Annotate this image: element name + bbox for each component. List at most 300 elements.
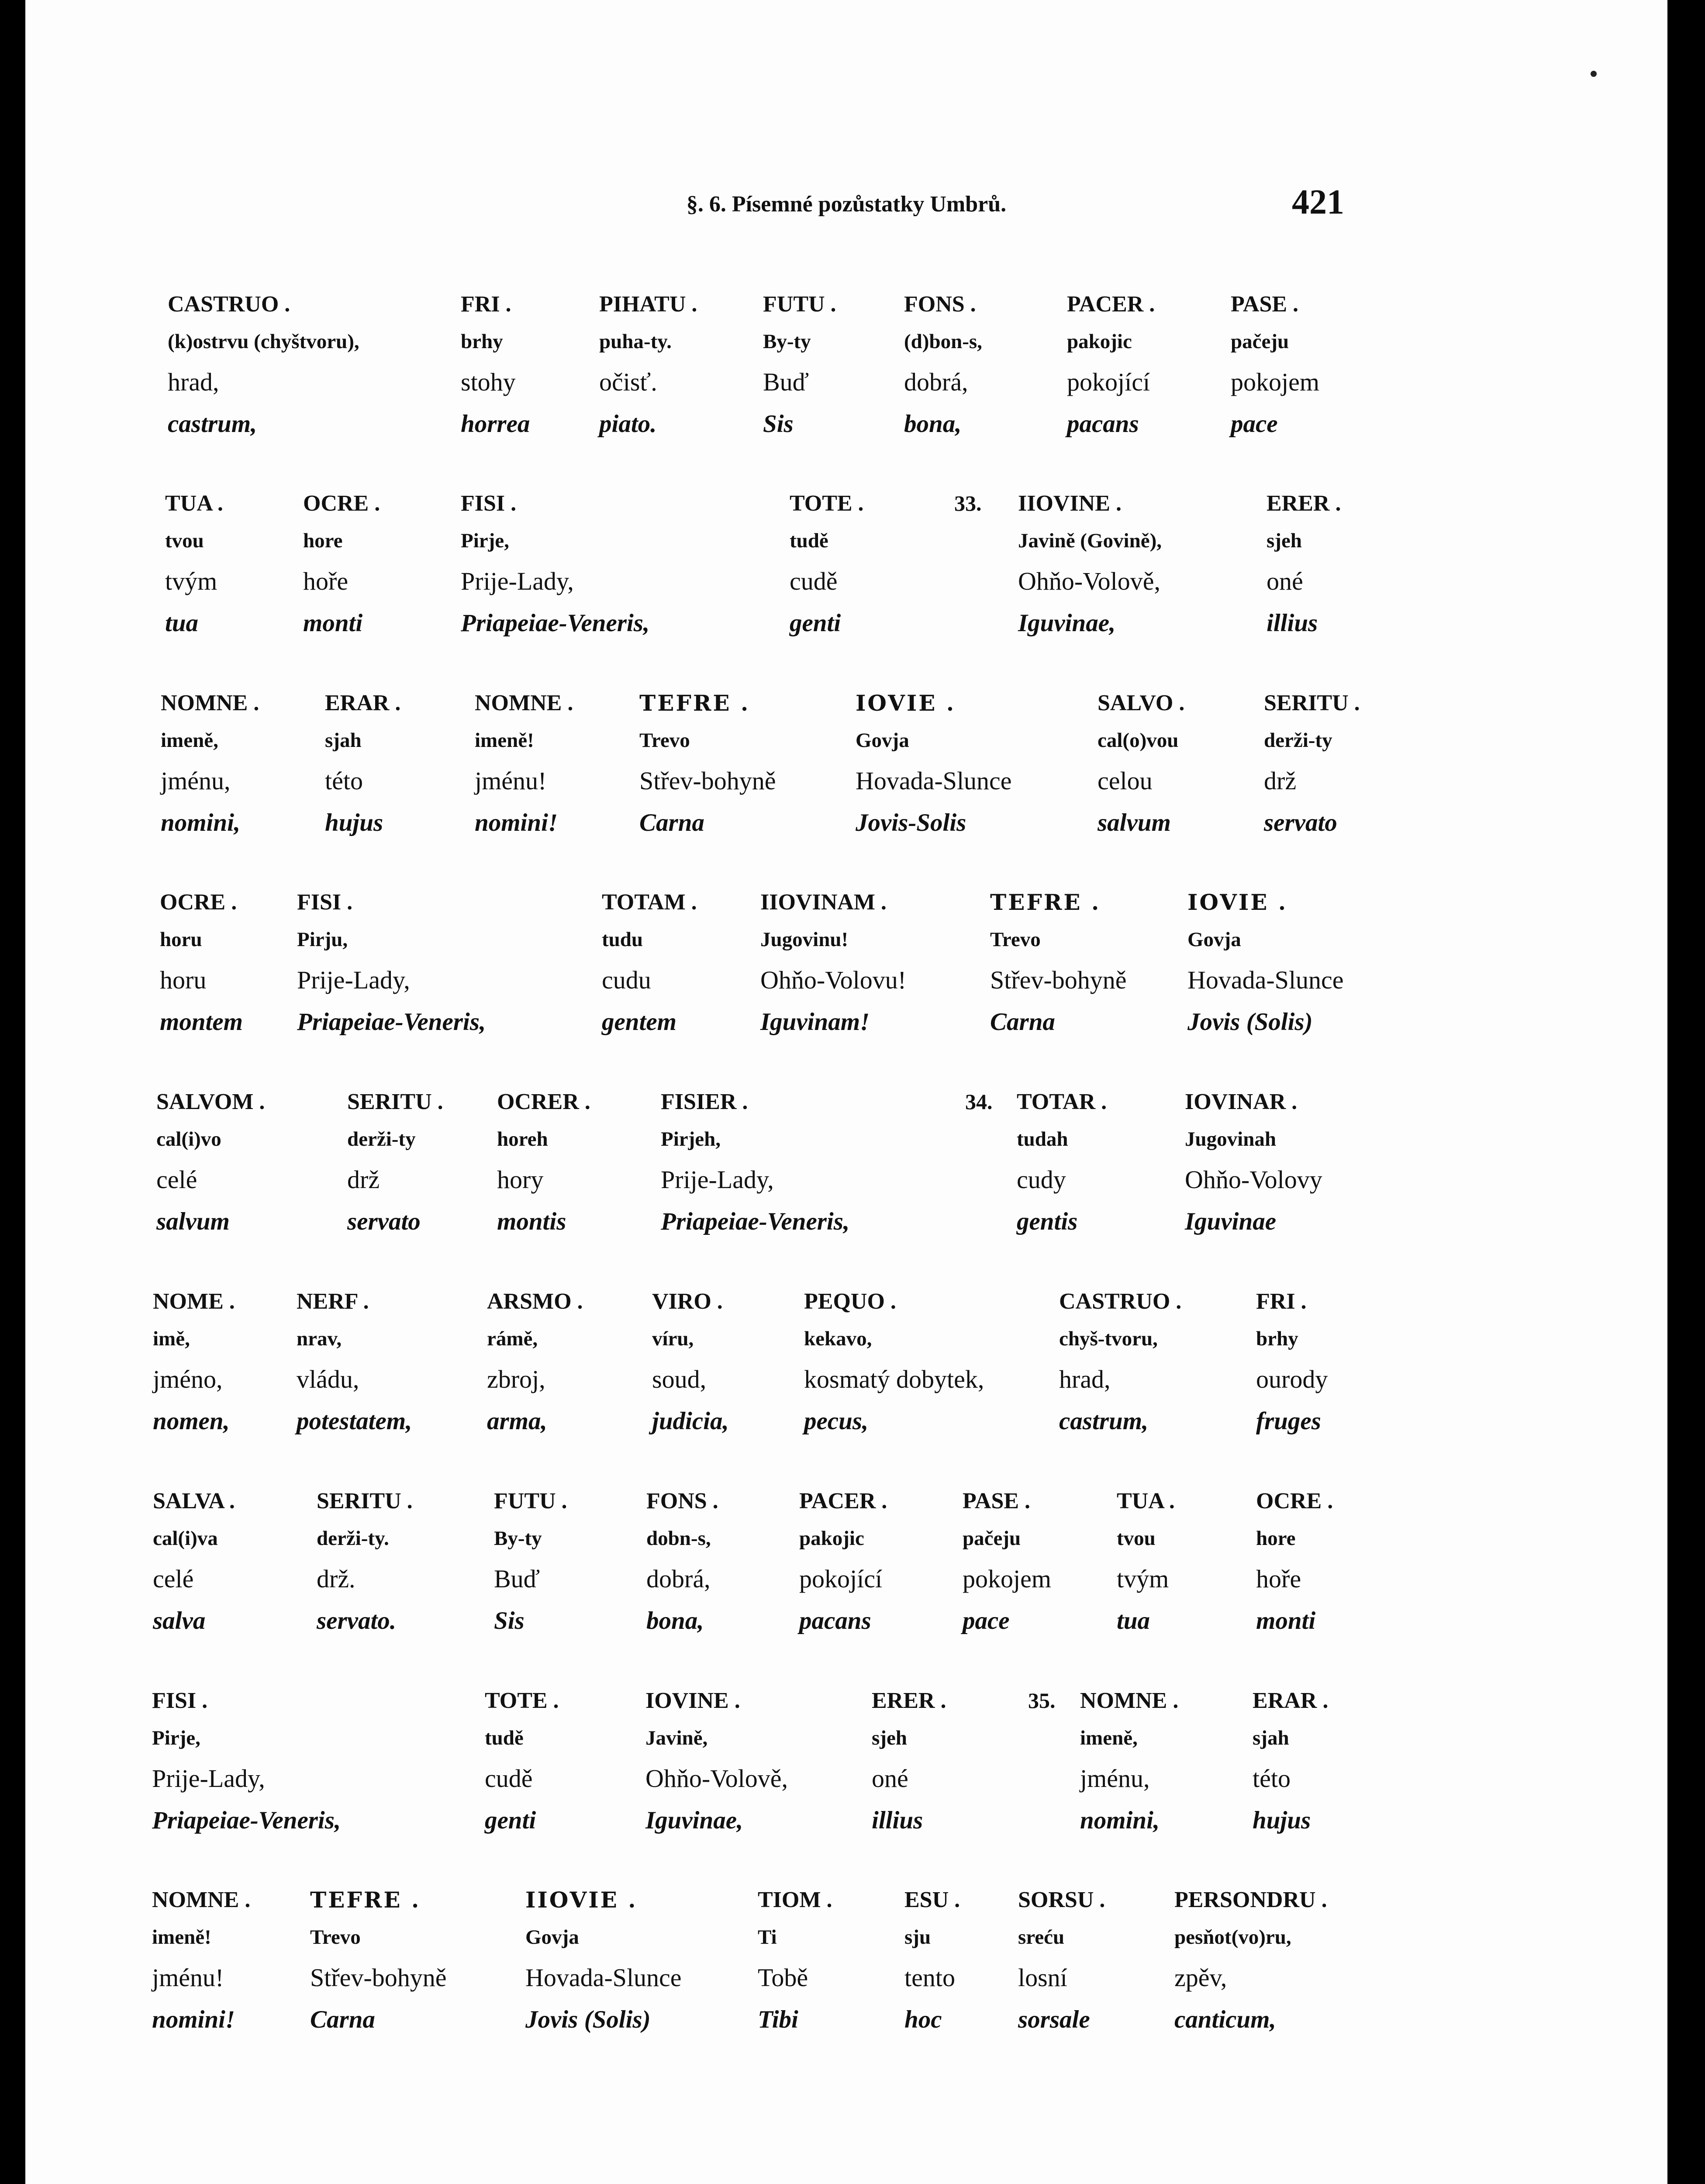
czech-translation: Střev-bohyně xyxy=(639,767,776,795)
text-block xyxy=(25,888,1667,1063)
word-column xyxy=(652,1288,729,1437)
czech-translation: Hovada-Slunce xyxy=(1187,966,1344,994)
transliteration: By-ty xyxy=(763,330,811,353)
umbrian-word: OCRE . xyxy=(1256,1489,1333,1514)
transliteration: Trevo xyxy=(310,1926,361,1949)
czech-translation: Prije-Lady, xyxy=(152,1764,265,1793)
word-column xyxy=(1080,1687,1178,1836)
word-column xyxy=(303,490,380,639)
czech-translation: Ohňo-Volovu! xyxy=(760,966,907,994)
latin-translation: Iguvinae, xyxy=(1018,609,1116,637)
czech-translation: celou xyxy=(1098,767,1153,795)
transliteration: Govja xyxy=(1187,928,1241,951)
transliteration: brhy xyxy=(461,330,503,353)
czech-translation: jménu! xyxy=(152,1963,224,1992)
transliteration: tudě xyxy=(485,1727,524,1749)
umbrian-word: NOMNE . xyxy=(152,1887,251,1912)
czech-translation: vládu, xyxy=(297,1365,359,1393)
transliteration: sjeh xyxy=(1267,529,1302,552)
transliteration: cal(i)vo xyxy=(156,1128,221,1151)
transliteration: pačeju xyxy=(1231,330,1289,353)
czech-translation: dobrá, xyxy=(646,1565,711,1593)
latin-translation: sorsale xyxy=(1018,2006,1090,2033)
word-column xyxy=(790,490,864,639)
transliteration: pakojic xyxy=(799,1527,864,1550)
transliteration: Ti xyxy=(758,1926,777,1949)
latin-translation: pacans xyxy=(799,1607,871,1635)
latin-translation: pacans xyxy=(1067,410,1139,438)
latin-translation: tua xyxy=(165,609,199,637)
latin-translation: castrum, xyxy=(168,410,257,438)
word-column xyxy=(475,689,573,838)
umbrian-word: IOVINE . xyxy=(645,1688,740,1713)
latin-translation: Jovis-Solis xyxy=(856,809,966,836)
text-block xyxy=(25,689,1667,864)
word-column xyxy=(317,1487,413,1636)
czech-translation: drž xyxy=(1264,767,1297,795)
czech-translation: Prije-Lady, xyxy=(461,567,574,595)
word-column xyxy=(1264,689,1360,838)
umbrian-word: FUTU . xyxy=(494,1489,567,1514)
umbrian-word: SERITU . xyxy=(347,1089,443,1114)
czech-translation: této xyxy=(1253,1764,1291,1793)
transliteration: Pirje, xyxy=(152,1727,200,1749)
czech-translation: soud, xyxy=(652,1365,707,1393)
umbrian-word: IOVIE . xyxy=(1187,889,1288,915)
latin-translation: illius xyxy=(872,1807,923,1834)
latin-translation: nomini, xyxy=(1080,1807,1160,1834)
czech-translation: tvým xyxy=(1117,1565,1169,1593)
czech-translation: Prije-Lady, xyxy=(297,966,410,994)
umbrian-word: NOME . xyxy=(153,1289,235,1314)
latin-translation: Tibi xyxy=(758,2006,798,2033)
latin-translation: hujus xyxy=(325,809,383,836)
umbrian-word: FUTU . xyxy=(763,292,836,317)
line-number: 33. xyxy=(954,491,982,515)
transliteration: pesňot(vo)ru, xyxy=(1174,1926,1291,1949)
czech-translation: horu xyxy=(160,966,207,994)
umbrian-word: FONS . xyxy=(646,1489,718,1514)
umbrian-word: SORSU . xyxy=(1018,1887,1105,1912)
word-column xyxy=(904,1886,960,2035)
latin-translation: Sis xyxy=(763,410,794,438)
word-column xyxy=(1117,1487,1175,1636)
umbrian-word: SALVA . xyxy=(153,1489,235,1514)
transliteration: brhy xyxy=(1256,1327,1298,1350)
czech-translation: Hovada-Slunce xyxy=(856,767,1012,795)
word-column xyxy=(872,1687,946,1836)
latin-translation: pace xyxy=(1231,410,1278,438)
czech-translation: hrad, xyxy=(168,368,219,396)
word-column xyxy=(1018,490,1162,639)
word-column xyxy=(487,1288,583,1437)
czech-translation: pokojem xyxy=(1231,368,1319,396)
word-column xyxy=(347,1088,443,1237)
transliteration: Javině (Govině), xyxy=(1018,529,1162,552)
umbrian-word: TOTE . xyxy=(790,491,864,516)
czech-translation: pokojící xyxy=(1067,368,1150,396)
line-number: 35. xyxy=(1028,1688,1056,1713)
transliteration: Trevo xyxy=(639,729,690,752)
word-column xyxy=(763,290,836,439)
transliteration: tudah xyxy=(1017,1128,1068,1151)
umbrian-word: TEFRE . xyxy=(310,1887,421,1913)
transliteration: cal(i)va xyxy=(153,1527,218,1550)
word-column xyxy=(1267,490,1341,639)
czech-translation: Ohňo-Volovy xyxy=(1185,1165,1322,1194)
word-column xyxy=(297,888,486,1037)
umbrian-word: NERF . xyxy=(297,1289,369,1314)
czech-translation: tento xyxy=(904,1963,955,1992)
word-column xyxy=(1098,689,1184,838)
latin-translation: arma, xyxy=(487,1407,547,1435)
book-page xyxy=(25,0,1667,2184)
transliteration: Pirje, xyxy=(461,529,509,552)
transliteration: tudě xyxy=(790,529,828,552)
umbrian-word: TOTE . xyxy=(485,1688,559,1713)
transliteration: sjah xyxy=(1253,1727,1289,1749)
latin-translation: piato. xyxy=(599,410,657,438)
word-column xyxy=(1231,290,1319,439)
latin-translation: Sis xyxy=(494,1607,525,1635)
umbrian-word: PACER . xyxy=(1067,292,1155,317)
umbrian-word: NOMNE . xyxy=(1080,1688,1179,1713)
umbrian-word: NOMNE . xyxy=(475,691,573,715)
transliteration: tudu xyxy=(602,928,643,951)
word-column xyxy=(485,1687,559,1836)
latin-translation: Priapeiae-Veneris, xyxy=(297,1008,486,1036)
word-column xyxy=(461,490,649,639)
umbrian-word: FISI . xyxy=(461,491,517,516)
latin-translation: servato. xyxy=(317,1607,397,1635)
page-number: 421 xyxy=(1292,183,1344,221)
word-column xyxy=(153,1487,235,1636)
word-column xyxy=(461,290,530,439)
umbrian-word: CASTRUO . xyxy=(1059,1289,1182,1314)
transliteration: imeně! xyxy=(475,729,534,752)
czech-translation: Ohňo-Volově, xyxy=(645,1764,788,1793)
transliteration: pakojic xyxy=(1067,330,1132,353)
czech-translation: jméno, xyxy=(153,1365,223,1393)
czech-translation: drž. xyxy=(317,1565,355,1593)
umbrian-word: ERER . xyxy=(1267,491,1341,516)
umbrian-word: TEFRE . xyxy=(990,889,1101,915)
word-column xyxy=(168,290,359,439)
latin-translation: Iguvinae xyxy=(1185,1208,1277,1235)
czech-translation: hoře xyxy=(1256,1565,1301,1593)
text-block xyxy=(25,1088,1667,1263)
text-block xyxy=(25,1288,1667,1462)
latin-translation: montis xyxy=(497,1208,566,1235)
umbrian-word: IIOVIE . xyxy=(525,1887,638,1913)
transliteration: Jugovinu! xyxy=(760,928,849,951)
latin-translation: salvum xyxy=(156,1208,230,1235)
word-column xyxy=(661,1088,849,1237)
umbrian-word: ERER . xyxy=(872,1688,946,1713)
umbrian-word: FRI . xyxy=(461,292,511,317)
latin-translation: Priapeiae-Veneris, xyxy=(461,609,650,637)
transliteration: Govja xyxy=(525,1926,579,1949)
czech-translation: zbroj, xyxy=(487,1365,545,1393)
text-block xyxy=(25,290,1667,465)
czech-translation: Buď xyxy=(763,368,809,396)
czech-translation: Střev-bohyně xyxy=(990,966,1127,994)
czech-translation: jménu, xyxy=(161,767,231,795)
czech-translation: ourody xyxy=(1256,1365,1328,1393)
umbrian-word: FISI . xyxy=(152,1688,208,1713)
transliteration: sjah xyxy=(325,729,362,752)
umbrian-word: PASE . xyxy=(963,1489,1031,1514)
latin-translation: monti xyxy=(1256,1607,1316,1635)
latin-translation: bona, xyxy=(646,1607,704,1635)
umbrian-word: ESU . xyxy=(904,1887,960,1912)
umbrian-word: IOVIE . xyxy=(856,690,956,716)
umbrian-word: CASTRUO . xyxy=(168,292,290,317)
transliteration: sju xyxy=(904,1926,931,1949)
word-column xyxy=(599,290,697,439)
latin-translation: hujus xyxy=(1253,1807,1311,1834)
latin-translation: nomen, xyxy=(153,1407,230,1435)
czech-translation: Hovada-Slunce xyxy=(525,1963,682,1992)
word-column xyxy=(1174,1886,1327,2035)
word-column xyxy=(1059,1288,1181,1437)
transliteration: tvou xyxy=(165,529,204,552)
word-column xyxy=(639,689,776,838)
word-column xyxy=(525,1886,682,2035)
word-column xyxy=(799,1487,887,1636)
text-block xyxy=(25,490,1667,664)
transliteration: By-ty xyxy=(494,1527,542,1550)
latin-translation: castrum, xyxy=(1059,1407,1149,1435)
word-column xyxy=(1018,1886,1105,2035)
latin-translation: pecus, xyxy=(804,1407,869,1435)
umbrian-word: TIOM . xyxy=(758,1887,832,1912)
latin-translation: bona, xyxy=(904,410,962,438)
czech-translation: cudě xyxy=(790,567,838,595)
latin-translation: monti xyxy=(303,609,363,637)
czech-translation: oné xyxy=(872,1764,908,1793)
umbrian-word: FISIER . xyxy=(661,1089,748,1114)
latin-translation: judicia, xyxy=(652,1407,729,1435)
word-column xyxy=(1256,1487,1333,1636)
umbrian-word: ERAR . xyxy=(1253,1688,1329,1713)
czech-translation: cudu xyxy=(602,966,651,994)
word-column xyxy=(325,689,400,838)
transliteration: derži-ty. xyxy=(317,1527,389,1550)
latin-translation: genti xyxy=(790,609,841,637)
word-column xyxy=(602,888,697,1037)
word-column xyxy=(153,1288,235,1437)
umbrian-word: SERITU . xyxy=(317,1489,413,1514)
transliteration: víru, xyxy=(652,1327,694,1350)
umbrian-word: VIRO . xyxy=(652,1289,723,1314)
transliteration: (k)ostrvu (chyštvoru), xyxy=(168,330,359,353)
text-block xyxy=(25,1687,1667,1862)
umbrian-word: OCRE . xyxy=(303,491,380,516)
czech-translation: cudě xyxy=(485,1764,533,1793)
word-column xyxy=(1185,1088,1322,1237)
czech-translation: očisť. xyxy=(599,368,657,396)
czech-translation: jménu! xyxy=(475,767,547,795)
word-column xyxy=(165,490,223,639)
transliteration: hore xyxy=(1256,1527,1296,1550)
transliteration: chyš-tvoru, xyxy=(1059,1327,1158,1350)
latin-translation: Priapeiae-Veneris, xyxy=(152,1807,341,1834)
czech-translation: Ohňo-Volově, xyxy=(1018,567,1160,595)
transliteration: nrav, xyxy=(297,1327,342,1350)
transliteration: Govja xyxy=(856,729,909,752)
latin-translation: gentis xyxy=(1017,1208,1078,1235)
word-column xyxy=(152,1886,250,2035)
transliteration: Trevo xyxy=(990,928,1041,951)
umbrian-word: PASE . xyxy=(1231,292,1299,317)
transliteration: horu xyxy=(160,928,202,951)
transliteration: sjeh xyxy=(872,1727,907,1749)
transliteration: pačeju xyxy=(963,1527,1021,1550)
umbrian-word: TUA . xyxy=(1117,1489,1175,1514)
transliteration: derži-ty xyxy=(347,1128,416,1151)
latin-translation: Iguvinam! xyxy=(760,1008,870,1036)
latin-translation: horrea xyxy=(461,410,530,438)
latin-translation: salvum xyxy=(1098,809,1171,836)
umbrian-word: TOTAM . xyxy=(602,890,697,915)
word-column xyxy=(760,888,906,1037)
czech-translation: tvým xyxy=(165,567,217,595)
czech-translation: stohy xyxy=(461,368,516,396)
word-column xyxy=(494,1487,567,1636)
czech-translation: Střev-bohyně xyxy=(310,1963,447,1992)
word-column xyxy=(1253,1687,1328,1836)
word-column xyxy=(1067,290,1155,439)
word-column xyxy=(310,1886,447,2035)
latin-translation: Priapeiae-Veneris, xyxy=(661,1208,850,1235)
umbrian-word: FISI . xyxy=(297,890,353,915)
czech-translation: Buď xyxy=(494,1565,540,1593)
czech-translation: této xyxy=(325,767,363,795)
czech-translation: losní xyxy=(1018,1963,1067,1992)
word-column xyxy=(156,1088,265,1237)
word-column xyxy=(646,1487,718,1636)
umbrian-word: SALVOM . xyxy=(156,1089,265,1114)
latin-translation: montem xyxy=(160,1008,243,1036)
transliteration: rámě, xyxy=(487,1327,538,1350)
czech-translation: jménu, xyxy=(1080,1764,1150,1793)
czech-translation: celé xyxy=(156,1165,197,1194)
czech-translation: kosmatý dobytek, xyxy=(804,1365,984,1393)
transliteration: puha-ty. xyxy=(599,330,672,353)
latin-translation: potestatem, xyxy=(297,1407,412,1435)
czech-translation: Prije-Lady, xyxy=(661,1165,774,1194)
umbrian-word: OCRER . xyxy=(497,1089,590,1114)
transliteration: sreću xyxy=(1018,1926,1065,1949)
word-column xyxy=(1256,1288,1328,1437)
speck-mark xyxy=(1591,71,1597,77)
umbrian-word: PACER . xyxy=(799,1489,887,1514)
latin-translation: salva xyxy=(153,1607,206,1635)
transliteration: imeně, xyxy=(161,729,218,752)
latin-translation: Carna xyxy=(639,809,704,836)
latin-translation: tua xyxy=(1117,1607,1150,1635)
umbrian-word: TEFRE . xyxy=(639,690,750,716)
umbrian-word: PEQUO . xyxy=(804,1289,896,1314)
latin-translation: nomini! xyxy=(152,2006,235,2033)
czech-translation: Tobě xyxy=(758,1963,808,1992)
transliteration: dobn-s, xyxy=(646,1527,711,1550)
latin-translation: nomini, xyxy=(161,809,241,836)
czech-translation: hory xyxy=(497,1165,544,1194)
transliteration: Jugovinah xyxy=(1185,1128,1276,1151)
transliteration: kekavo, xyxy=(804,1327,872,1350)
transliteration: imeně, xyxy=(1080,1727,1138,1749)
word-column xyxy=(160,888,243,1037)
czech-translation: drž xyxy=(347,1165,380,1194)
umbrian-word: ERAR . xyxy=(325,691,401,715)
umbrian-word: TUA . xyxy=(165,491,223,516)
latin-translation: Iguvinae, xyxy=(645,1807,743,1834)
czech-translation: pokojem xyxy=(963,1565,1051,1593)
latin-translation: servato xyxy=(1264,809,1337,836)
word-column xyxy=(1017,1088,1107,1237)
czech-translation: hrad, xyxy=(1059,1365,1111,1393)
umbrian-word: IIOVINE . xyxy=(1018,491,1122,516)
latin-translation: hoc xyxy=(904,2006,942,2033)
running-title: §. 6. Písemné pozůstatky Umbrů. xyxy=(686,192,1007,217)
umbrian-word: NOMNE . xyxy=(161,691,259,715)
word-column xyxy=(963,1487,1051,1636)
umbrian-word: FRI . xyxy=(1256,1289,1307,1314)
word-column xyxy=(297,1288,412,1437)
line-number: 34. xyxy=(965,1089,993,1114)
czech-translation: zpěv, xyxy=(1174,1963,1227,1992)
word-column xyxy=(904,290,982,439)
czech-translation: hoře xyxy=(303,567,349,595)
text-block xyxy=(25,1487,1667,1662)
umbrian-word: OCRE . xyxy=(160,890,237,915)
umbrian-word: SALVO . xyxy=(1098,691,1185,715)
latin-translation: nomini! xyxy=(475,809,558,836)
word-column xyxy=(152,1687,341,1836)
latin-translation: servato xyxy=(347,1208,421,1235)
umbrian-word: ARSMO . xyxy=(487,1289,583,1314)
transliteration: hore xyxy=(303,529,343,552)
text-block xyxy=(25,1886,1667,2061)
latin-translation: gentem xyxy=(602,1008,676,1036)
umbrian-word: SERITU . xyxy=(1264,691,1360,715)
transliteration: imeně! xyxy=(152,1926,211,1949)
umbrian-word: TOTAR . xyxy=(1017,1089,1107,1114)
latin-translation: Carna xyxy=(310,2006,375,2033)
latin-translation: Jovis (Solis) xyxy=(525,2006,651,2033)
latin-translation: canticum, xyxy=(1174,2006,1276,2033)
word-column xyxy=(990,888,1127,1037)
transliteration: tvou xyxy=(1117,1527,1156,1550)
latin-translation: genti xyxy=(485,1807,536,1834)
latin-translation: pace xyxy=(963,1607,1010,1635)
czech-translation: celé xyxy=(153,1565,194,1593)
word-column xyxy=(1187,888,1344,1037)
transliteration: imě, xyxy=(153,1327,190,1350)
czech-translation: cudy xyxy=(1017,1165,1066,1194)
word-column xyxy=(497,1088,590,1237)
transliteration: cal(o)vou xyxy=(1098,729,1179,752)
transliteration: Javině, xyxy=(645,1727,708,1749)
transliteration: (d)bon-s, xyxy=(904,330,982,353)
word-column xyxy=(645,1687,788,1836)
latin-translation: Jovis (Solis) xyxy=(1187,1008,1313,1036)
word-column xyxy=(804,1288,984,1437)
umbrian-word: PIHATU . xyxy=(599,292,697,317)
latin-translation: illius xyxy=(1267,609,1318,637)
